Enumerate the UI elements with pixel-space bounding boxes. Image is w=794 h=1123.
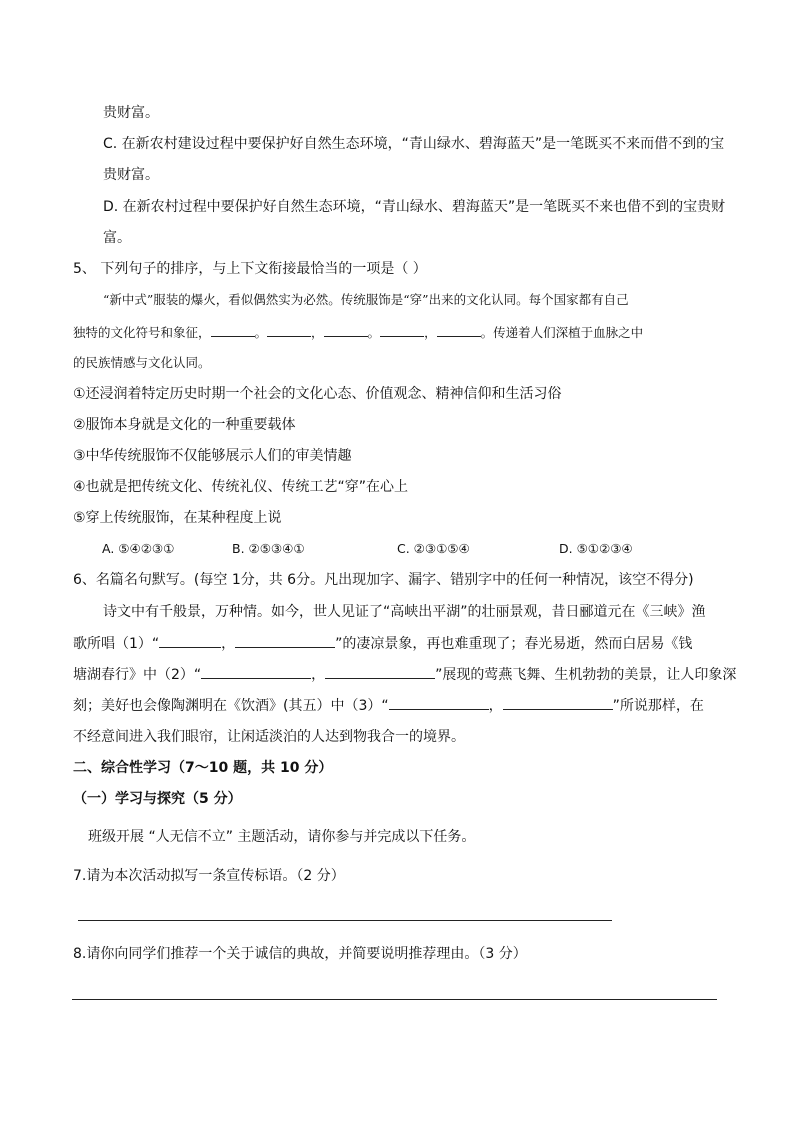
- q5-blank-4[interactable]: [380, 322, 424, 337]
- q6-blank-3[interactable]: [201, 664, 311, 679]
- q5-passage-end: 。传递着人们深植于血脉之中: [480, 325, 644, 340]
- q6-text: ”的凄凉景象，再也难重现了；春光易逝，然而白居易《钱: [335, 636, 693, 652]
- q5-blank-2[interactable]: [267, 322, 311, 337]
- q5-item-3: ③中华传统服饰不仅能够展示人们的审美情趣: [73, 448, 352, 464]
- q5-choice-d[interactable]: D. ⑤①②③④: [559, 541, 633, 556]
- q5-choice-b[interactable]: B. ②⑤③④①: [232, 541, 305, 556]
- q7-answer-line[interactable]: [78, 920, 612, 921]
- q6-para-line3: [73, 664, 736, 685]
- q5-passage-line2: [73, 322, 643, 343]
- q5-choice-a[interactable]: A. ⑤④②③①: [102, 541, 175, 556]
- q6-para-line1: 诗文中有千般景，万种情。如今，世人见证了“高峡出平湖”的壮丽景观，昔日郦道元在《三峡》渔: [103, 604, 706, 620]
- q6-para-line5: 不经意间进入我们眼帘，让闲适淡泊的人达到物我合一的境界。: [73, 729, 465, 745]
- q5-sep: ，: [424, 325, 437, 340]
- q6-text: ”展现的莺燕飞舞、生机勃勃的美景，让人印象深: [435, 667, 737, 683]
- q5-item-2: ②服饰本身就是文化的一种重要载体: [73, 417, 296, 433]
- q6-text: ，: [488, 698, 503, 714]
- q6-text: ，: [221, 636, 236, 652]
- q6-text: ”所说那样，在: [612, 698, 704, 714]
- q5-sep: 。: [254, 325, 268, 340]
- q5-passage-line1: “新中式”服装的爆火，看似偶然实为必然。传统服饰是“穿”出来的文化认同。每个国家都有自己: [103, 292, 629, 307]
- q6-text: ，: [311, 667, 326, 683]
- q6-title: 6、名篇名句默写。(每空 1分，共 6分。凡出现加字、漏字、错别字中的任何一种情况，该空不得分): [73, 572, 694, 588]
- q6-para-line2: [73, 633, 692, 654]
- option-c-line-end: 贵财富。: [103, 167, 159, 183]
- q6-blank-1[interactable]: [159, 633, 221, 648]
- q6-text: 歌所唱（1）“: [73, 636, 160, 652]
- q5-item-5: ⑤穿上传统服饰，在某种程度上说: [73, 510, 282, 526]
- q5-blank-5[interactable]: [437, 322, 481, 337]
- q5-blank-1[interactable]: [211, 322, 255, 337]
- q5-blank-3[interactable]: [324, 322, 368, 337]
- q5-passage-start: 独特的文化符号和象征，: [73, 325, 211, 340]
- q8-answer-line[interactable]: [72, 999, 717, 1000]
- q6-para-line4: [73, 695, 704, 716]
- option-d-line-end: 富。: [103, 230, 131, 246]
- q8-prompt: 8.请你向同学们推荐一个关于诚信的典故，并简要说明推荐理由。（3 分）: [73, 946, 527, 962]
- q5-sep: 。: [367, 325, 381, 340]
- q7-prompt: 7.请为本次活动拟写一条宣传标语。（2 分）: [73, 868, 345, 884]
- q6-text: 塘湖春行》中（2）“: [73, 667, 202, 683]
- q5-title: 5、 下列句子的排序，与上下文衔接最恰当的一项是（ ）: [73, 261, 427, 277]
- q5-choice-c[interactable]: C. ②③①⑤④: [397, 541, 470, 556]
- q6-blank-6[interactable]: [503, 695, 613, 710]
- option-c-cont-line: 贵财富。: [103, 105, 159, 121]
- option-d-line: D. 在新农村过程中要保护好自然生态环境，“青山绿水、碧海蓝天”是一笔既买不来也借不到的宝贵财: [103, 199, 726, 215]
- q6-blank-2[interactable]: [235, 633, 335, 648]
- section-heading: 二、综合性学习（7～10 题，共 10 分）: [73, 760, 333, 776]
- q5-item-1: ①还浸润着特定历史时期一个社会的文化心态、价值观念、精神信仰和生活习俗: [73, 386, 562, 402]
- option-c-line: C. 在新农村建设过程中要保护好自然生态环境，“青山绿水、碧海蓝天”是一笔既买不来而借不到的宝: [103, 136, 725, 152]
- q5-passage-line3: 的民族情感与文化认同。: [73, 355, 211, 370]
- q6-blank-5[interactable]: [389, 695, 489, 710]
- q5-sep: ，: [311, 325, 324, 340]
- subsection-heading: （一）学习与探究（5 分）: [73, 791, 242, 807]
- q6-blank-4[interactable]: [325, 664, 435, 679]
- q5-item-4: ④也就是把传统文化、传统礼仪、传统工艺“穿”在心上: [73, 479, 409, 495]
- q6-text: 刻；美好也会像陶渊明在《饮酒》(其五）中（3）“: [73, 698, 389, 714]
- activity-intro: 班级开展 “人无信不立” 主题活动，请你参与并完成以下任务。: [88, 829, 476, 845]
